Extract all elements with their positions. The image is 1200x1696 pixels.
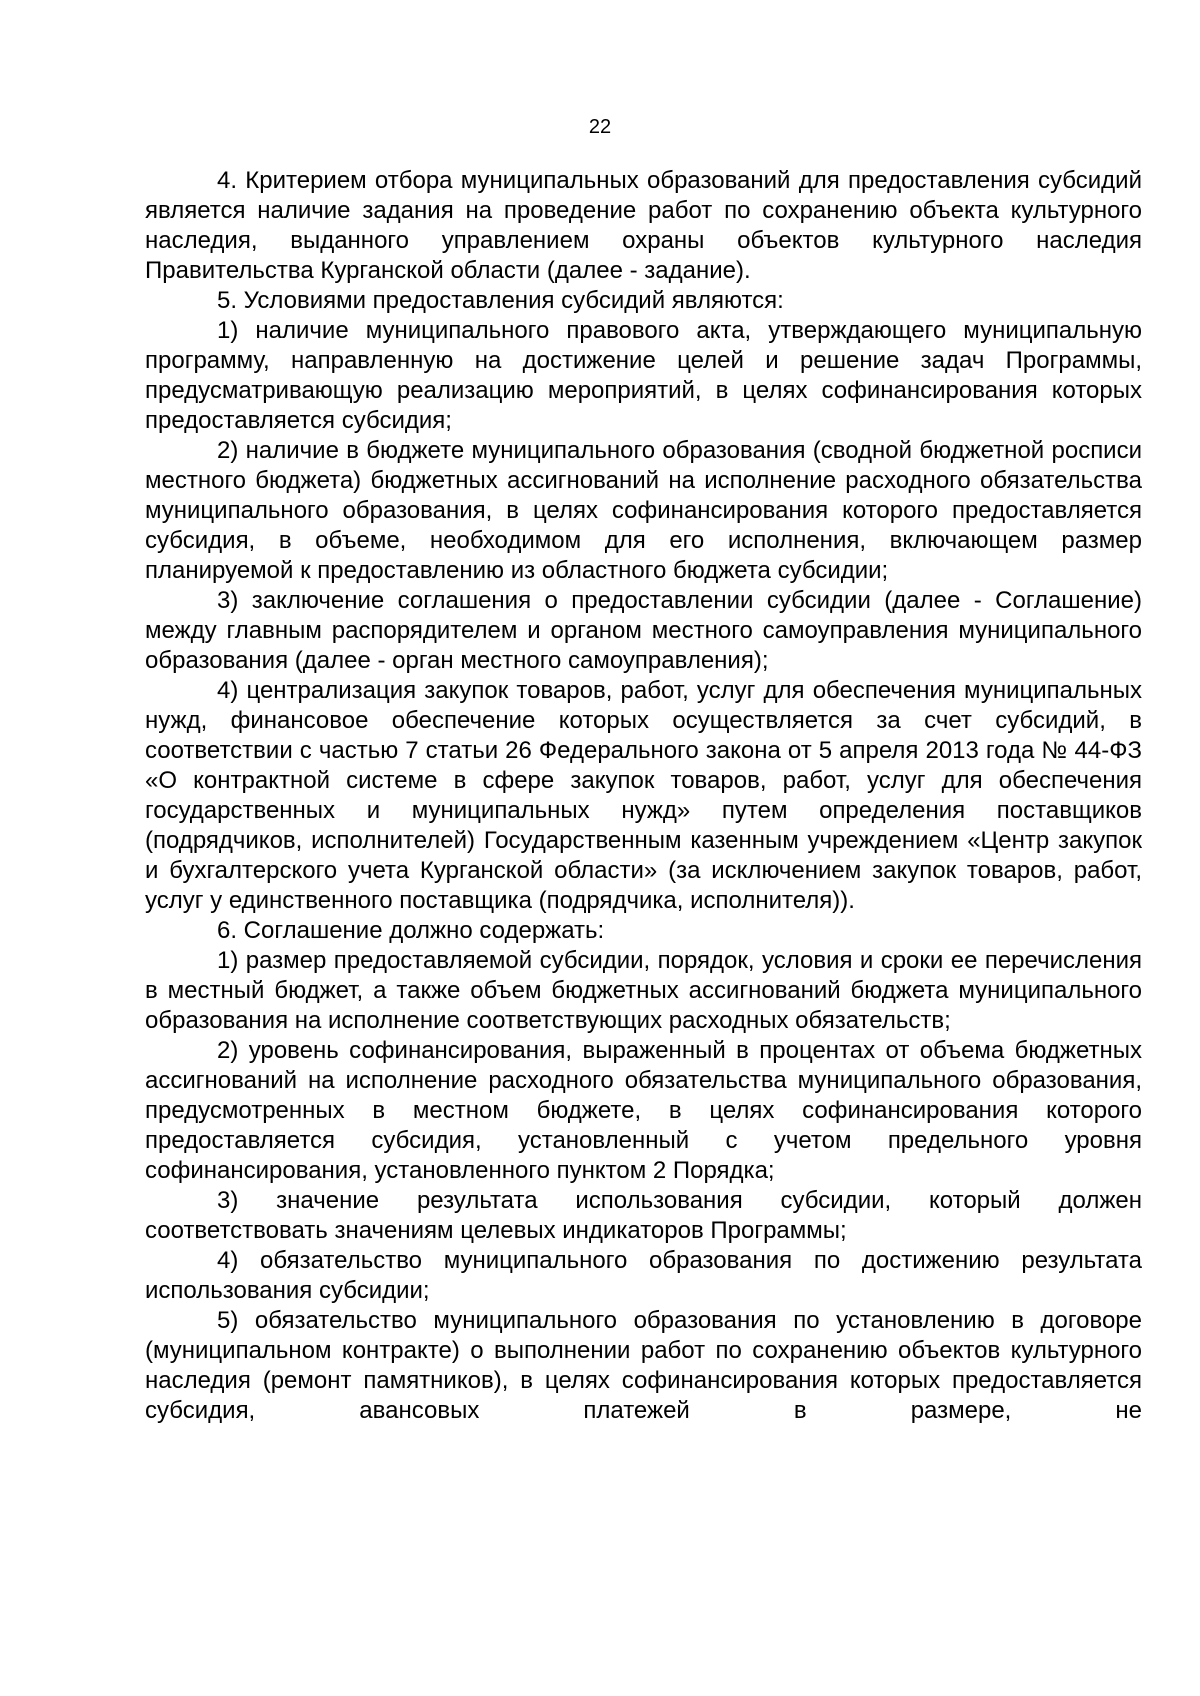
paragraph-5-item-2: 2) наличие в бюджете муниципального образования (сводной бюджетной росписи местного бюджета) бюджетных ассигнований на исполнение расходного обязательства муниципального образования, в целях софинансирования которого предоставляется субсидия, в объеме, необходимом для его исполнения, включающем размер планируемой к предоставлению из областного бюджета субсидии; <box>145 437 1142 584</box>
paragraph-5-item-1: 1) наличие муниципального правового акта, утверждающего муниципальную программу, направленную на достижение целей и решение задач Программы, предусматривающую реализацию мероприятий, в целях софинансирования которых предоставляется субсидия; <box>145 317 1142 434</box>
paragraph-6-item-1: 1) размер предоставляемой субсидии, порядок, условия и сроки ее перечисления в местный бюджет, а также объем бюджетных ассигнований бюджета муниципального образования на исполнение соответствующих расходных обязательств; <box>145 947 1142 1034</box>
paragraph-6-agreement: 6. Соглашение должно содержать: <box>217 917 605 944</box>
paragraph-6-item-4: 4) обязательство муниципального образования по достижению результата использования субсидии; <box>145 1247 1142 1304</box>
paragraph-5-conditions: 5. Условиями предоставления субсидий являются: <box>217 287 784 314</box>
paragraph-6-item-3: 3) значение результата использования субсидии, который должен соответствовать значениям целевых индикаторов Программы; <box>145 1187 1142 1244</box>
page-number: 22 <box>588 116 612 138</box>
paragraph-5-item-4: 4) централизация закупок товаров, работ, услуг для обеспечения муниципальных нужд, финансовое обеспечение которых осуществляется за счет субсидий, в соответствии с частью 7 статьи 26 Федерального закона от 5 апреля 2013 года № 44-ФЗ «О контрактной системе в сфере закупок товаров, работ, услуг для обеспечения государственных и муниципальных нужд» путем определения поставщиков (подрядчиков, исполнителей) Государственным казенным учреждением «Центр закупок и бухгалтерского учета Курганской области» (за исключением закупок товаров, работ, услуг у единственного поставщика (подрядчика, исполнителя)). <box>145 677 1142 914</box>
paragraph-6-item-5: 5) обязательство муниципального образования по установлению в договоре (муниципальном контракте) о выполнении работ по сохранению объектов культурного наследия (ремонт памятников), в целях софинансирования которых предоставляется субсидия, авансовых платежей в размере, не <box>145 1307 1142 1424</box>
document-body <box>145 166 1142 1426</box>
paragraph-4-criterion: 4. Критерием отбора муниципальных образований для предоставления субсидий является наличие задания на проведение работ по сохранению объекта культурного наследия, выданного управлением охраны объектов культурного наследия Правительства Курганской области (далее - задание). <box>145 167 1142 284</box>
paragraph-6-item-2: 2) уровень софинансирования, выраженный в процентах от объема бюджетных ассигнований на исполнение расходного обязательства муниципального образования, предусмотренных в местном бюджете, в целях софинансирования которого предоставляется субсидия, установленный с учетом предельного уровня софинансирования, установленного пунктом 2 Порядка; <box>145 1037 1142 1184</box>
paragraph-5-item-3: 3) заключение соглашения о предоставлении субсидии (далее - Соглашение) между главным распорядителем и органом местного самоуправления муниципального образования (далее - орган местного самоуправления); <box>145 587 1142 674</box>
